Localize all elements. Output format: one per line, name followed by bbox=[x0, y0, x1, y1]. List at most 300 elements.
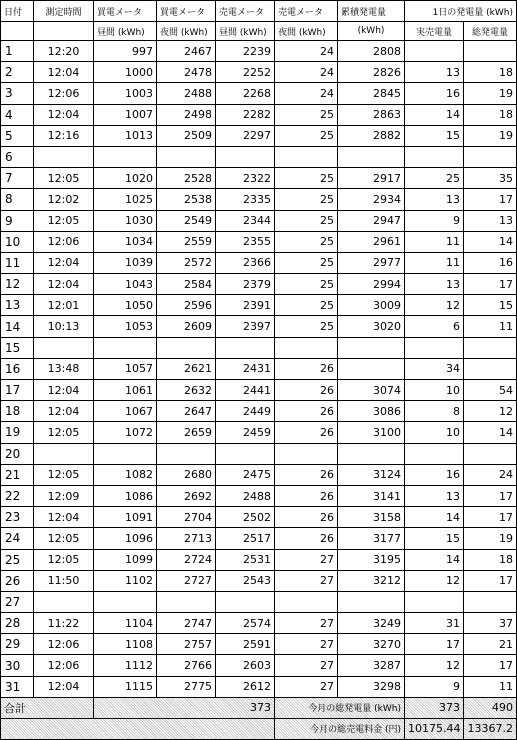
day-cell: 3 bbox=[1, 83, 34, 104]
fee-actual: 10175.44 bbox=[405, 718, 464, 739]
total-gen-cell: 3298 bbox=[338, 676, 405, 697]
buy-day-cell: 1108 bbox=[94, 634, 157, 655]
sell-night-cell bbox=[275, 591, 338, 612]
buy-night-cell: 2724 bbox=[157, 549, 216, 570]
day-cell: 18 bbox=[1, 401, 34, 422]
total-gen-cell: 3124 bbox=[338, 464, 405, 485]
total-gen-cell: 3287 bbox=[338, 655, 405, 676]
actual-sell-cell: 13 bbox=[405, 274, 464, 295]
daily-gen-cell: 19 bbox=[464, 83, 517, 104]
table-row bbox=[1, 274, 517, 295]
table-row bbox=[1, 83, 517, 104]
sell-day-cell: 2612 bbox=[216, 676, 275, 697]
sell-day-cell: 2574 bbox=[216, 613, 275, 634]
header-total-gen: 累積発電量 bbox=[338, 1, 405, 22]
table-row bbox=[1, 337, 517, 358]
day-cell: 28 bbox=[1, 613, 34, 634]
sell-night-cell: 26 bbox=[275, 528, 338, 549]
time-cell: 12:06 bbox=[34, 634, 94, 655]
total-gen-cell: 3009 bbox=[338, 295, 405, 316]
day-cell: 9 bbox=[1, 210, 34, 231]
sub-day-kwh: 昼間 (kWh) bbox=[94, 22, 157, 41]
sell-night-cell: 27 bbox=[275, 676, 338, 697]
subheader-row bbox=[1, 22, 517, 41]
sell-night-cell: 24 bbox=[275, 41, 338, 62]
total-gen-cell: 2845 bbox=[338, 83, 405, 104]
sell-night-cell: 27 bbox=[275, 549, 338, 570]
daily-gen-cell: 17 bbox=[464, 189, 517, 210]
total-gen-cell: 3270 bbox=[338, 634, 405, 655]
day-cell: 6 bbox=[1, 146, 34, 167]
time-cell: 12:05 bbox=[34, 422, 94, 443]
daily-gen-cell bbox=[464, 337, 517, 358]
buy-night-cell: 2509 bbox=[157, 125, 216, 146]
sell-night-cell: 25 bbox=[275, 295, 338, 316]
time-cell: 12:01 bbox=[34, 295, 94, 316]
buy-day-cell: 1030 bbox=[94, 210, 157, 231]
total-gen-cell: 3212 bbox=[338, 570, 405, 591]
time-cell: 12:04 bbox=[34, 62, 94, 83]
sell-day-cell: 2282 bbox=[216, 104, 275, 125]
table-row bbox=[1, 210, 517, 231]
sell-day-cell: 2591 bbox=[216, 634, 275, 655]
daily-gen-cell bbox=[464, 146, 517, 167]
buy-night-cell: 2713 bbox=[157, 528, 216, 549]
buy-night-cell: 2467 bbox=[157, 41, 216, 62]
sell-day-cell bbox=[216, 443, 275, 464]
total-gen-cell: 2863 bbox=[338, 104, 405, 125]
buy-day-cell: 1091 bbox=[94, 507, 157, 528]
buy-day-cell: 1025 bbox=[94, 189, 157, 210]
time-cell: 12:04 bbox=[34, 104, 94, 125]
time-cell: 12:06 bbox=[34, 655, 94, 676]
actual-sell-cell: 6 bbox=[405, 316, 464, 337]
sell-day-cell: 2379 bbox=[216, 274, 275, 295]
total-row bbox=[1, 697, 517, 718]
daily-gen-cell: 11 bbox=[464, 676, 517, 697]
buy-night-cell: 2609 bbox=[157, 316, 216, 337]
sub-day-kwh-2: 昼間 (kWh) bbox=[216, 22, 275, 41]
day-cell: 14 bbox=[1, 316, 34, 337]
buy-night-cell bbox=[157, 591, 216, 612]
total-gen-cell: 3141 bbox=[338, 485, 405, 506]
sell-night-cell bbox=[275, 146, 338, 167]
table-row bbox=[1, 613, 517, 634]
table-row bbox=[1, 146, 517, 167]
daily-gen-cell: 18 bbox=[464, 62, 517, 83]
day-cell: 30 bbox=[1, 655, 34, 676]
buy-day-cell: 1086 bbox=[94, 485, 157, 506]
sell-night-cell: 26 bbox=[275, 485, 338, 506]
total-gen-cell: 3177 bbox=[338, 528, 405, 549]
daily-gen-cell bbox=[464, 591, 517, 612]
buy-day-cell: 1053 bbox=[94, 316, 157, 337]
time-cell: 12:06 bbox=[34, 83, 94, 104]
sub-total-gen-day: 総発電量 bbox=[464, 22, 517, 41]
sell-night-cell bbox=[275, 337, 338, 358]
buy-night-cell: 2680 bbox=[157, 464, 216, 485]
table-row bbox=[1, 252, 517, 273]
daily-gen-cell bbox=[464, 41, 517, 62]
day-cell: 1 bbox=[1, 41, 34, 62]
total-gen-cell: 2882 bbox=[338, 125, 405, 146]
sell-night-cell: 27 bbox=[275, 655, 338, 676]
day-cell: 26 bbox=[1, 570, 34, 591]
header-sell-meter-2: 売電メータ bbox=[275, 1, 338, 22]
buy-night-cell: 2632 bbox=[157, 380, 216, 401]
total-gen-cell: 3020 bbox=[338, 316, 405, 337]
buy-day-cell: 1050 bbox=[94, 295, 157, 316]
day-cell: 24 bbox=[1, 528, 34, 549]
actual-sell-cell bbox=[405, 41, 464, 62]
total-gen-cell: 3100 bbox=[338, 422, 405, 443]
day-cell: 29 bbox=[1, 634, 34, 655]
table-row bbox=[1, 295, 517, 316]
day-cell: 23 bbox=[1, 507, 34, 528]
buy-day-cell: 1096 bbox=[94, 528, 157, 549]
actual-sell-cell: 34 bbox=[405, 358, 464, 379]
actual-sell-cell: 16 bbox=[405, 464, 464, 485]
day-cell: 17 bbox=[1, 380, 34, 401]
buy-day-cell: 1013 bbox=[94, 125, 157, 146]
header-sell-meter: 売電メータ bbox=[216, 1, 275, 22]
actual-sell-cell: 9 bbox=[405, 210, 464, 231]
time-cell: 11:50 bbox=[34, 570, 94, 591]
actual-sell-cell: 15 bbox=[405, 125, 464, 146]
total-gen-cell bbox=[338, 337, 405, 358]
sell-night-cell: 26 bbox=[275, 358, 338, 379]
buy-night-cell: 2647 bbox=[157, 401, 216, 422]
sell-night-cell: 25 bbox=[275, 274, 338, 295]
day-cell: 13 bbox=[1, 295, 34, 316]
actual-sell-cell: 17 bbox=[405, 634, 464, 655]
table-row bbox=[1, 485, 517, 506]
buy-day-cell: 1043 bbox=[94, 274, 157, 295]
table-row bbox=[1, 125, 517, 146]
sub-night-kwh: 夜間 (kWh) bbox=[157, 22, 216, 41]
buy-night-cell: 2559 bbox=[157, 231, 216, 252]
table-row bbox=[1, 316, 517, 337]
actual-sell-cell: 14 bbox=[405, 507, 464, 528]
buy-day-cell: 1072 bbox=[94, 422, 157, 443]
buy-night-cell: 2775 bbox=[157, 676, 216, 697]
daily-gen-cell: 14 bbox=[464, 231, 517, 252]
table-row bbox=[1, 41, 517, 62]
time-cell: 12:04 bbox=[34, 274, 94, 295]
table-row bbox=[1, 62, 517, 83]
time-cell: 12:05 bbox=[34, 168, 94, 189]
table-row bbox=[1, 380, 517, 401]
sell-day-cell bbox=[216, 591, 275, 612]
actual-sell-cell: 12 bbox=[405, 655, 464, 676]
total-gen-cell: 3074 bbox=[338, 380, 405, 401]
table-row bbox=[1, 549, 517, 570]
sell-day-cell: 2355 bbox=[216, 231, 275, 252]
sell-day-cell: 2488 bbox=[216, 485, 275, 506]
actual-sell-cell bbox=[405, 146, 464, 167]
header-row bbox=[1, 1, 517, 22]
monthly-gen-label: 今月の総発電量 (kWh) bbox=[275, 697, 405, 718]
time-cell: 12:05 bbox=[34, 210, 94, 231]
total-gen-cell: 3158 bbox=[338, 507, 405, 528]
daily-gen-cell: 15 bbox=[464, 295, 517, 316]
fee-row bbox=[1, 718, 517, 739]
sell-day-cell: 2322 bbox=[216, 168, 275, 189]
sell-night-cell: 26 bbox=[275, 422, 338, 443]
sell-night-cell: 25 bbox=[275, 125, 338, 146]
buy-day-cell: 1020 bbox=[94, 168, 157, 189]
buy-day-cell: 1104 bbox=[94, 613, 157, 634]
sub-empty-time bbox=[34, 22, 94, 41]
header-buy-meter-2: 買電メータ bbox=[157, 1, 216, 22]
fee-gen: 13367.2 bbox=[464, 718, 517, 739]
total-gen-cell: 2808 bbox=[338, 41, 405, 62]
header-buy-meter: 買電メータ bbox=[94, 1, 157, 22]
actual-sell-cell: 12 bbox=[405, 295, 464, 316]
buy-day-cell: 1061 bbox=[94, 380, 157, 401]
daily-gen-cell: 19 bbox=[464, 528, 517, 549]
fee-empty bbox=[1, 718, 275, 739]
daily-gen-cell bbox=[464, 443, 517, 464]
buy-day-cell bbox=[94, 337, 157, 358]
sell-day-cell: 2449 bbox=[216, 401, 275, 422]
table-row bbox=[1, 464, 517, 485]
sell-day-cell: 2366 bbox=[216, 252, 275, 273]
table-row bbox=[1, 655, 517, 676]
time-cell bbox=[34, 591, 94, 612]
buy-day-cell: 997 bbox=[94, 41, 157, 62]
time-cell: 12:04 bbox=[34, 676, 94, 697]
daily-gen-cell: 24 bbox=[464, 464, 517, 485]
sell-day-cell bbox=[216, 146, 275, 167]
table-row bbox=[1, 528, 517, 549]
actual-sell-cell bbox=[405, 443, 464, 464]
buy-day-cell: 1003 bbox=[94, 83, 157, 104]
buy-night-cell: 2478 bbox=[157, 62, 216, 83]
sell-day-cell: 2459 bbox=[216, 422, 275, 443]
sell-day-cell: 2603 bbox=[216, 655, 275, 676]
table-row bbox=[1, 231, 517, 252]
sub-actual-sell: 実売電量 bbox=[405, 22, 464, 41]
daily-gen-cell: 21 bbox=[464, 634, 517, 655]
table-row bbox=[1, 507, 517, 528]
day-cell: 15 bbox=[1, 337, 34, 358]
day-cell: 7 bbox=[1, 168, 34, 189]
sell-night-cell: 25 bbox=[275, 231, 338, 252]
buy-day-cell: 1000 bbox=[94, 62, 157, 83]
buy-night-cell: 2621 bbox=[157, 358, 216, 379]
actual-sell-cell: 9 bbox=[405, 676, 464, 697]
buy-night-cell: 2747 bbox=[157, 613, 216, 634]
buy-night-cell: 2528 bbox=[157, 168, 216, 189]
buy-night-cell: 2488 bbox=[157, 83, 216, 104]
sell-day-cell: 2239 bbox=[216, 41, 275, 62]
total-gen-cell: 3249 bbox=[338, 613, 405, 634]
buy-day-cell: 1039 bbox=[94, 252, 157, 273]
buy-night-cell: 2692 bbox=[157, 485, 216, 506]
buy-night-cell bbox=[157, 146, 216, 167]
daily-gen-cell: 18 bbox=[464, 549, 517, 570]
actual-sell-cell: 10 bbox=[405, 380, 464, 401]
daily-gen-cell bbox=[464, 358, 517, 379]
sell-day-cell: 2517 bbox=[216, 528, 275, 549]
total-gen-cell: 2977 bbox=[338, 252, 405, 273]
fee-label: 今月の総売電料金 (円) bbox=[275, 718, 405, 739]
buy-day-cell: 1099 bbox=[94, 549, 157, 570]
daily-gen-cell: 17 bbox=[464, 485, 517, 506]
buy-day-cell: 1067 bbox=[94, 401, 157, 422]
time-cell: 12:04 bbox=[34, 401, 94, 422]
day-cell: 27 bbox=[1, 591, 34, 612]
day-cell: 19 bbox=[1, 422, 34, 443]
day-cell: 10 bbox=[1, 231, 34, 252]
total-gen-cell: 2947 bbox=[338, 210, 405, 231]
buy-day-cell: 1057 bbox=[94, 358, 157, 379]
sell-day-cell: 2252 bbox=[216, 62, 275, 83]
sell-night-cell: 24 bbox=[275, 62, 338, 83]
buy-day-cell: 1115 bbox=[94, 676, 157, 697]
daily-gen-cell: 11 bbox=[464, 316, 517, 337]
daily-gen-cell: 18 bbox=[464, 104, 517, 125]
daily-gen-cell: 16 bbox=[464, 252, 517, 273]
actual-sell-cell bbox=[405, 337, 464, 358]
sell-day-cell: 2475 bbox=[216, 464, 275, 485]
header-daily-title: 1日の発電量 (kWh) bbox=[405, 1, 517, 22]
total-gen-cell bbox=[338, 443, 405, 464]
actual-sell-cell: 11 bbox=[405, 252, 464, 273]
time-cell: 12:06 bbox=[34, 231, 94, 252]
buy-day-cell: 1034 bbox=[94, 231, 157, 252]
daily-gen-cell: 17 bbox=[464, 570, 517, 591]
daily-gen-cell: 35 bbox=[464, 168, 517, 189]
sell-night-cell: 25 bbox=[275, 168, 338, 189]
table-row bbox=[1, 401, 517, 422]
day-cell: 21 bbox=[1, 464, 34, 485]
table-row bbox=[1, 570, 517, 591]
table-row bbox=[1, 104, 517, 125]
day-cell: 12 bbox=[1, 274, 34, 295]
sell-day-cell: 2268 bbox=[216, 83, 275, 104]
total-value: 373 bbox=[94, 697, 275, 718]
actual-sell-cell: 14 bbox=[405, 549, 464, 570]
monthly-actual: 373 bbox=[405, 697, 464, 718]
actual-sell-cell: 31 bbox=[405, 613, 464, 634]
buy-day-cell: 1007 bbox=[94, 104, 157, 125]
sub-kwh: (kWh) bbox=[338, 22, 405, 41]
actual-sell-cell: 13 bbox=[405, 485, 464, 506]
actual-sell-cell: 16 bbox=[405, 83, 464, 104]
sell-night-cell: 25 bbox=[275, 252, 338, 273]
table-row bbox=[1, 443, 517, 464]
buy-night-cell: 2727 bbox=[157, 570, 216, 591]
actual-sell-cell: 8 bbox=[405, 401, 464, 422]
time-cell: 12:20 bbox=[34, 41, 94, 62]
sell-day-cell: 2441 bbox=[216, 380, 275, 401]
sub-empty-day bbox=[1, 22, 34, 41]
time-cell: 12:05 bbox=[34, 528, 94, 549]
table-row bbox=[1, 189, 517, 210]
sell-night-cell: 24 bbox=[275, 83, 338, 104]
buy-day-cell: 1082 bbox=[94, 464, 157, 485]
time-cell: 12:04 bbox=[34, 252, 94, 273]
time-cell: 12:04 bbox=[34, 507, 94, 528]
actual-sell-cell bbox=[405, 591, 464, 612]
actual-sell-cell: 11 bbox=[405, 231, 464, 252]
daily-gen-cell: 12 bbox=[464, 401, 517, 422]
total-gen-cell: 2994 bbox=[338, 274, 405, 295]
time-cell: 12:05 bbox=[34, 464, 94, 485]
daily-gen-cell: 17 bbox=[464, 655, 517, 676]
buy-day-cell bbox=[94, 591, 157, 612]
sell-night-cell: 27 bbox=[275, 634, 338, 655]
monthly-gen: 490 bbox=[464, 697, 517, 718]
day-cell: 2 bbox=[1, 62, 34, 83]
total-label: 合計 bbox=[1, 697, 94, 718]
total-gen-cell: 2934 bbox=[338, 189, 405, 210]
time-cell: 10:13 bbox=[34, 316, 94, 337]
buy-day-cell bbox=[94, 146, 157, 167]
header-day: 日付 bbox=[1, 1, 34, 22]
daily-gen-cell: 19 bbox=[464, 125, 517, 146]
day-cell: 25 bbox=[1, 549, 34, 570]
daily-gen-cell: 17 bbox=[464, 274, 517, 295]
sell-night-cell: 25 bbox=[275, 104, 338, 125]
sell-night-cell: 25 bbox=[275, 210, 338, 231]
buy-night-cell: 2766 bbox=[157, 655, 216, 676]
sell-night-cell: 26 bbox=[275, 401, 338, 422]
sell-night-cell: 26 bbox=[275, 507, 338, 528]
buy-night-cell: 2596 bbox=[157, 295, 216, 316]
time-cell: 13:48 bbox=[34, 358, 94, 379]
total-gen-cell: 3086 bbox=[338, 401, 405, 422]
sell-day-cell: 2391 bbox=[216, 295, 275, 316]
sell-day-cell: 2397 bbox=[216, 316, 275, 337]
time-cell: 12:02 bbox=[34, 189, 94, 210]
time-cell: 12:16 bbox=[34, 125, 94, 146]
table-row bbox=[1, 591, 517, 612]
table-row bbox=[1, 168, 517, 189]
time-cell: 12:05 bbox=[34, 549, 94, 570]
day-cell: 16 bbox=[1, 358, 34, 379]
buy-night-cell: 2659 bbox=[157, 422, 216, 443]
total-gen-cell bbox=[338, 358, 405, 379]
day-cell: 31 bbox=[1, 676, 34, 697]
day-cell: 8 bbox=[1, 189, 34, 210]
buy-night-cell: 2584 bbox=[157, 274, 216, 295]
buy-night-cell: 2538 bbox=[157, 189, 216, 210]
sell-day-cell: 2431 bbox=[216, 358, 275, 379]
sell-night-cell: 26 bbox=[275, 380, 338, 401]
day-cell: 4 bbox=[1, 104, 34, 125]
daily-gen-cell: 13 bbox=[464, 210, 517, 231]
daily-gen-cell: 14 bbox=[464, 422, 517, 443]
buy-night-cell: 2549 bbox=[157, 210, 216, 231]
actual-sell-cell: 14 bbox=[405, 104, 464, 125]
actual-sell-cell: 13 bbox=[405, 189, 464, 210]
sell-day-cell: 2297 bbox=[216, 125, 275, 146]
table-row bbox=[1, 358, 517, 379]
sell-day-cell: 2531 bbox=[216, 549, 275, 570]
buy-night-cell bbox=[157, 443, 216, 464]
buy-night-cell bbox=[157, 337, 216, 358]
time-cell bbox=[34, 337, 94, 358]
time-cell bbox=[34, 443, 94, 464]
sell-day-cell bbox=[216, 337, 275, 358]
sub-night-kwh-2: 夜間 (kWh) bbox=[275, 22, 338, 41]
day-cell: 5 bbox=[1, 125, 34, 146]
sell-night-cell bbox=[275, 443, 338, 464]
daily-gen-cell: 37 bbox=[464, 613, 517, 634]
